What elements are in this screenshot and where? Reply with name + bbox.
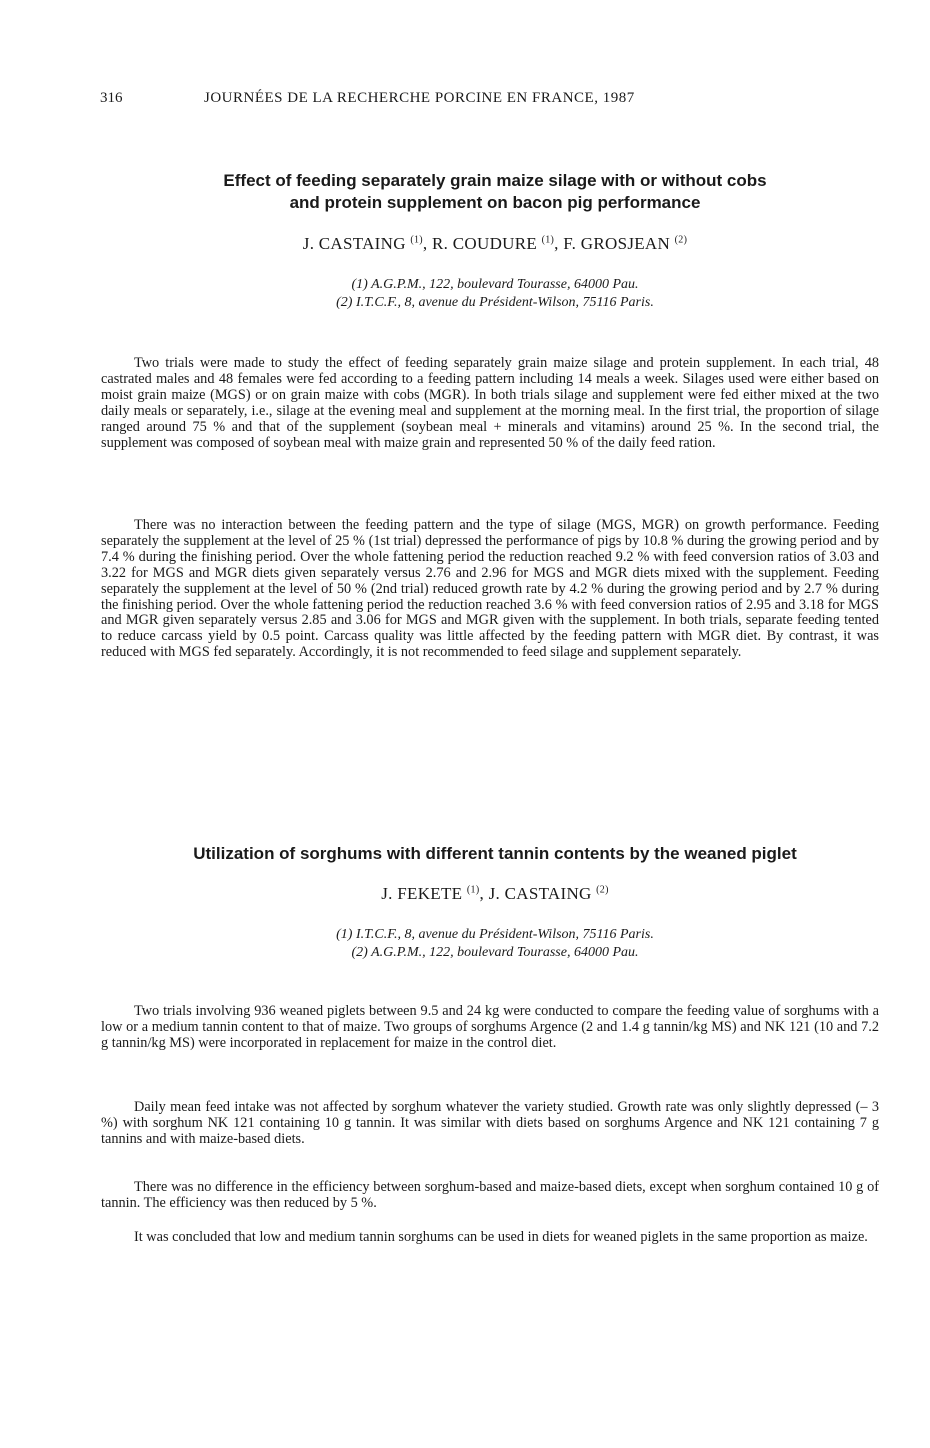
article-1-authors: J. CASTAING $^{(1)}$, R. COUDURE $^{(1)}$, F. GROSJEAN $^{(2)}$: [302, 234, 688, 253]
author-name: J. FEKETE: [381, 884, 463, 903]
author-ref: (1): [466, 884, 480, 896]
article-1-title-line-1: Effect of feeding separately grain maize silage with or without cobs: [223, 171, 767, 190]
author-ref: (1): [541, 234, 555, 246]
article-2-paragraph-4: It was concluded that low and medium tannin sorghums can be used in diets for weaned piglets in the same proportion as maize.: [134, 1229, 868, 1245]
article-2-title-line-1: Utilization of sorghums with different tannin contents by the weaned piglet: [193, 844, 797, 863]
article-2-authors: J. FEKETE $^{(1)}$, J. CASTAING $^{(2)}$: [381, 884, 609, 903]
page-number: 316: [100, 90, 123, 106]
article-1-title: [100, 170, 890, 214]
author-ref: (2): [674, 234, 688, 246]
running-head: JOURNÉES DE LA RECHERCHE PORCINE EN FRANCE, 1987: [204, 90, 635, 106]
affiliation: (2) I.T.C.F., 8, avenue du Président-Wilson, 75116 Paris.: [336, 295, 654, 310]
affiliation: (1) A.G.P.M., 122, boulevard Tourasse, 64000 Pau.: [351, 277, 639, 292]
author-name: R. COUDURE: [432, 234, 538, 253]
author-name: J. CASTAING: [488, 884, 592, 903]
article-2-paragraph-3: There was no difference in the efficiency between sorghum-based and maize-based diets, except when sorghum contained 10 g of tannin. The efficiency was then reduced by 5 %.: [101, 1179, 879, 1211]
author-ref: (1): [410, 234, 423, 246]
article-2-affiliations: [100, 926, 890, 962]
article-1-paragraph-1: Two trials were made to study the effect of feeding separately grain maize silage and protein supplement. In each trial, 48 castrated males and 48 females were fed according to a feeding pattern including 14 meals a week. Silages used were either based on moist grain maize (MGS) or on grain maize with cobs (MGR). In both trials silage and supplement were fed either mixed at the two daily meals or separately, i.e., silage at the evening meal and supplement at the morning meal. In the first trial, the proportion of silage ranged around 75 % and that of the supplement (soybean meal + minerals and vitamins) around 25 %. In the second trial, the supplement was composed of soybean meal with maize grain and represented 50 % of the daily feed ration.: [101, 355, 879, 451]
author-name: F. GROSJEAN: [563, 234, 671, 253]
affiliation: (1) I.T.C.F., 8, avenue du Président-Wilson, 75116 Paris.: [336, 927, 654, 942]
article-2-paragraph-2: Daily mean feed intake was not affected by sorghum whatever the variety studied. Growth rate was only slightly depressed (– 3 %) with sorghum NK 121 containing 10 g tannin. It was similar with diets based on sorghums Argence and NK 121 containing 7 g tannins and with maize-based diets.: [101, 1099, 879, 1147]
affiliation: (2) A.G.P.M., 122, boulevard Tourasse, 64000 Pau.: [351, 945, 639, 960]
author-ref: (2): [596, 884, 609, 896]
author-name: J. CASTAING: [302, 234, 406, 253]
article-2-title: [100, 843, 890, 865]
article-1-paragraph-2: There was no interaction between the feeding pattern and the type of silage (MGS, MGR) on growth performance. Feeding separately the supplement at the level of 25 % (1st trial) depressed the performance of pigs by 10.8 % during the growing period and by 7.4 % during the finishing period. Over the whole fattening period the reduction reached 9.2 % with feed conversion ratios of 3.03 and 3.22 for MGS and MGR diets given separately versus 2.76 and 2.96 for MGS and MGR diets mixed with the supplement. Feeding separately the supplement at the level of 50 % (2nd trial) reduced growth rate by 4.2 % during the growing period and by 2.7 % during the finishing period. Over the whole fattening period the reduction reached 3.6 % with feed conversion ratios of 2.95 and 3.18 for MGS and MGR given separately versus 2.85 and 3.06 for MGS and MGR given with the supplement. In both trials, separate feeding tented to reduce carcass yield by 0.5 point. Carcass quality was little affected by the feeding pattern with MGR diet. By contrast, it was reduced with MGS fed separately. Accordingly, it is not recommended to feed silage and supplement separately.: [101, 517, 879, 661]
article-2-paragraph-1: Two trials involving 936 weaned piglets between 9.5 and 24 kg were conducted to compare the feeding value of sorghums with a low or a medium tannin content to that of maize. Two groups of sorghums Argence (2 and 1.4 g tannin/kg MS) and NK 121 (10 and 7.2 g tannin/kg MS) were incorporated in replacement for maize in the control diet.: [101, 1003, 879, 1051]
article-1-title-line-2: and protein supplement on bacon pig performance: [289, 193, 701, 212]
article-1-affiliations: [100, 276, 890, 312]
